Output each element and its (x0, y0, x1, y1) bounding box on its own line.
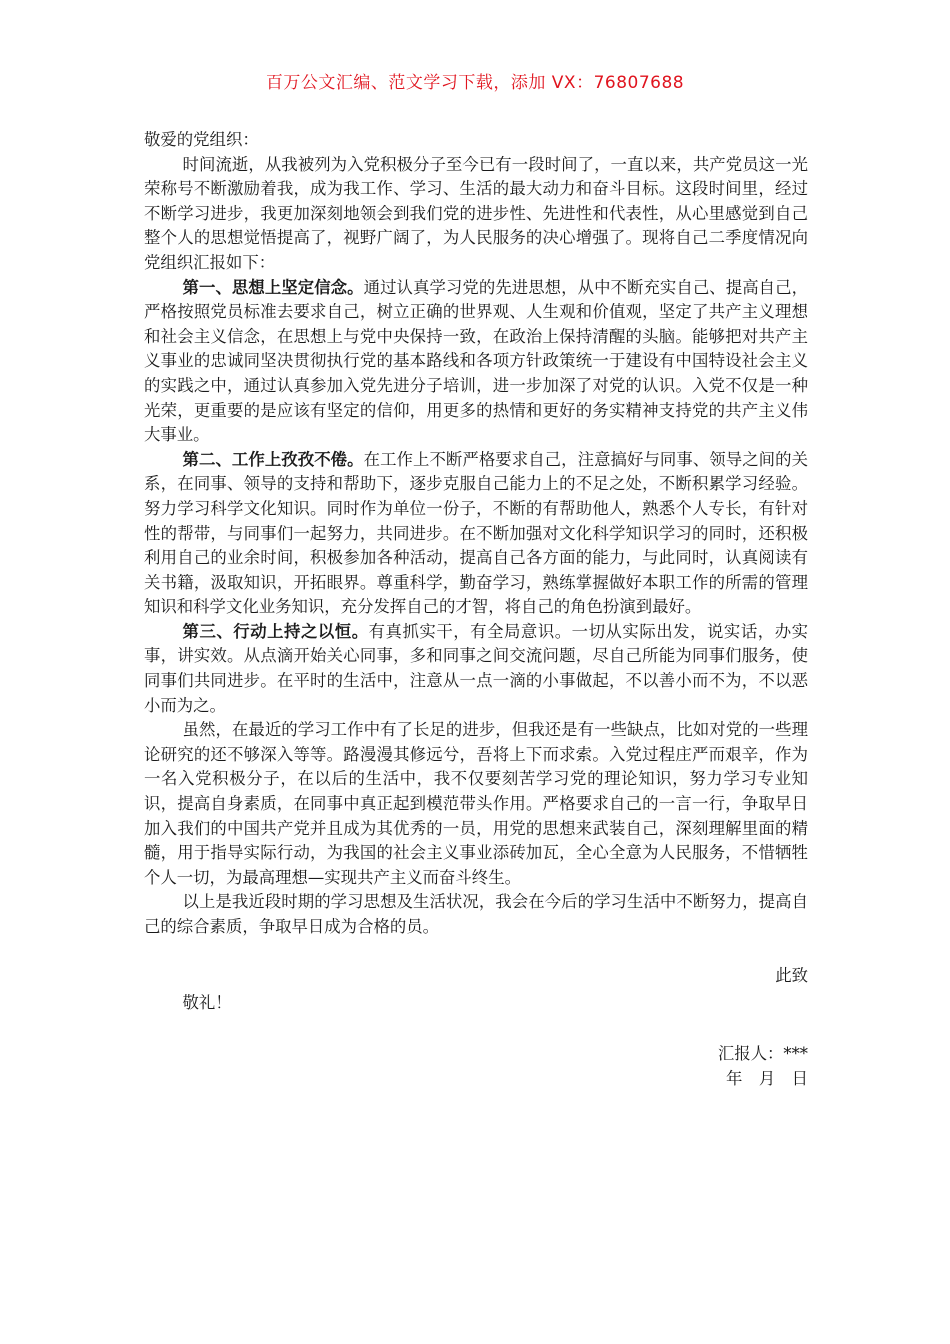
reflection-paragraph: 虽然，在最近的学习工作中有了长足的进步，但我还是有一些缺点，比如对党的一些理论研究的还不够深入等等。路漫漫其修远兮，吾将上下而求索。入党过程庄严而艰辛，作为一名入党积极分子，在以后的生活中，我不仅要刻苦学习党的理论知识，努力学习专业知识，提高自身素质，在同事中真正起到模范带头作用。严格要求自己的一言一行，争取早日加入我们的中国共产党并且成为其优秀的一员，用党的思想来武装自己，深刻理解里面的精髓，用于指导实际行动，为我国的社会主义事业添砖加瓦，全心全意为人民服务，不惜牺牲个人一切，为最高理想—实现共产主义而奋斗终生。 (144, 720, 808, 887)
section-heading-1: 第一、思想上坚定信念。 (182, 277, 364, 297)
section-heading-2: 第二、工作上孜孜不倦。 (182, 449, 364, 469)
signature: 汇报人：*** (717, 1044, 808, 1064)
section-body-2: 在工作上不断严格要求自己，注意搞好与同事、领导之间的关系，在同事、领导的支持和帮助下，逐步克服自己能力上的不足之处，不断积累学习经验。努力学习科学文化知识。同时作为单位一份子，不断的有帮助他人，熟悉个人专长，有针对性的帮带，与同事们一起努力，共同进步。在不断加强对文化科学知识学习的同时，还积极利用自己的业余时间，积极参加各种活动，提高自己各方面的能力，与此同时，认真阅读有关书籍，汲取知识，开拓眼界。尊重科学，勤奋学习，熟练掌握做好本职工作的所需的管理知识和科学文化业务知识，充分发挥自己的才智，将自己的角色扮演到最好。 (144, 449, 808, 617)
closing-cizhi: 此致 (775, 965, 808, 985)
letter-body (144, 128, 808, 1091)
intro-paragraph: 时间流逝，从我被列为入党积极分子至今已有一段时间了，一直以来，共产党员这一光荣称号不断激励着我，成为我工作、学习、生活的最大动力和奋斗目标。这段时间里，经过不断学习进步，我更加深刻地领会到我们党的进步性、先进性和代表性，从心里感觉到自己整个人的思想觉悟提高了，视野广阔了，为人民服务的决心增强了。现将自己二季度情况向党组织汇报如下： (144, 154, 808, 272)
section-heading-3: 第三、行动上持之以恒。 (182, 621, 369, 641)
spacer (144, 940, 808, 964)
watermark-banner: 百万公文汇编、范文学习下载，添加 VX：76807688 (265, 73, 685, 93)
closing-jingli: 敬礼！ (182, 993, 232, 1013)
spacer (144, 1018, 808, 1042)
conclusion-paragraph: 以上是我近段时期的学习思想及生活状况，我会在今后的学习生活中不断努力，提高自己的综合素质，争取早日成为合格的员。 (144, 892, 808, 936)
section-paragraph-3 (144, 620, 808, 718)
section-paragraph-1 (144, 276, 808, 448)
date-line: 年 月 日 (726, 1068, 808, 1088)
section-body-1: 通过认真学习党的先进思想，从中不断充实自己、提高自己，严格按照党员标准去要求自己，树立正确的世界观、人生观和价值观，坚定了共产主义理想和社会主义信念，在思想上与党中央保持一致，在政治上保持清醒的头脑。能够把对共产主义事业的忠诚同坚决贯彻执行党的基本路线和各项方针政策统一于建设有中国特设社会主义的实践之中，通过认真参加入党先进分子培训，进一步加深了对党的认识。入党不仅是一种光荣，更重要的是应该有坚定的信仰，用更多的热情和更好的务实精神支持党的共产主义伟大事业。 (144, 277, 808, 445)
section-paragraph-2 (144, 448, 808, 620)
section-body-3: 有真抓实干，有全局意识。一切从实际出发，说实话，办实事，讲实效。从点滴开始关心同事，多和同事之间交流问题，尽自己所能为同事们服务，使同事们共同进步。在平时的生活中，注意从一点一滴的小事做起，不以善小而不为，不以恶小而为之。 (144, 621, 809, 715)
salutation: 敬爱的党组织： (144, 130, 259, 149)
